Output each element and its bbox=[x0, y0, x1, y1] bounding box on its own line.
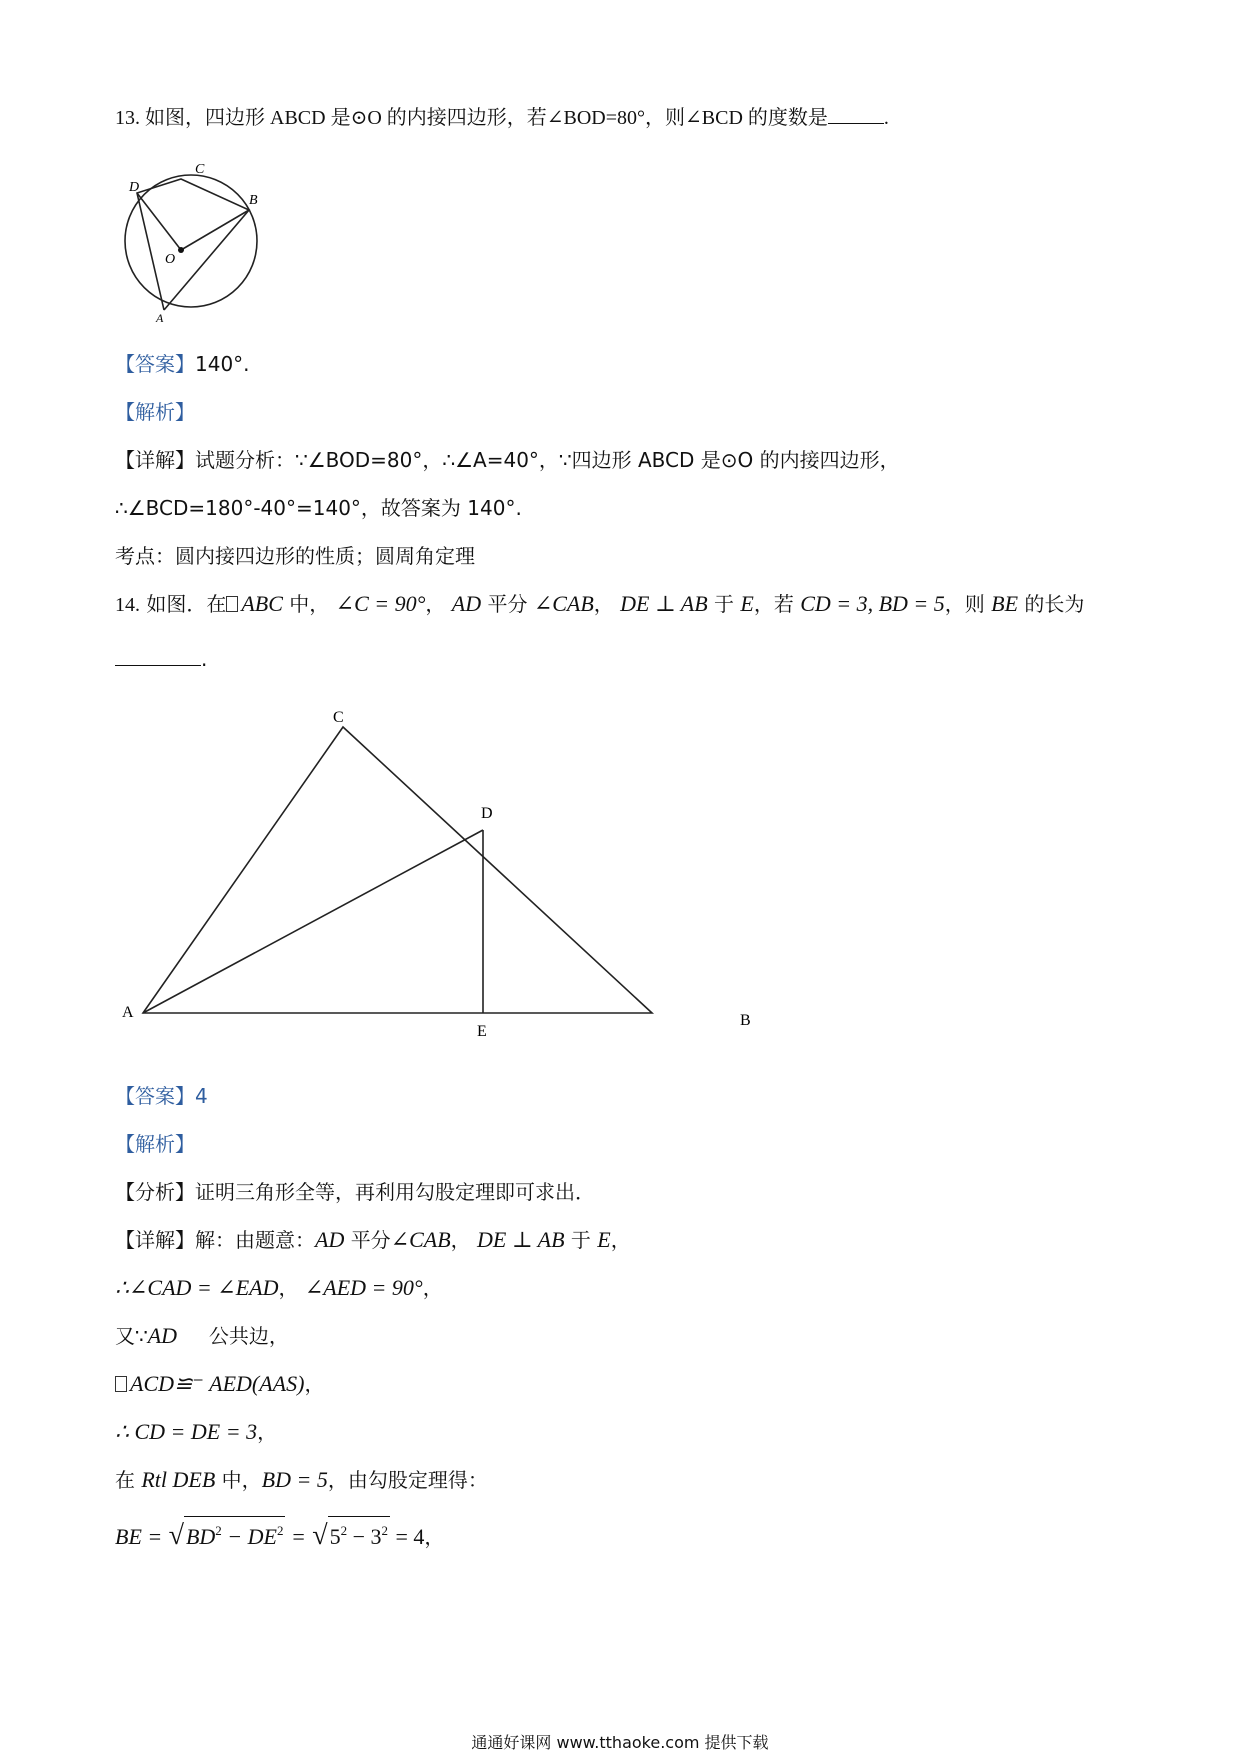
q14-number: 14. bbox=[115, 594, 140, 616]
q14-step6-text-c: ，由勾股定理得： bbox=[327, 1468, 488, 1492]
q14-math-e: E bbox=[740, 591, 754, 616]
q14-step1-text-c: ， bbox=[450, 1228, 471, 1252]
q14-step1-text-b: 平分 bbox=[350, 1228, 391, 1252]
q14-text-6: 于 bbox=[714, 592, 735, 616]
q14-text-1: 如图．在 bbox=[146, 592, 227, 616]
q14-step6-math-1: Rtl DEB bbox=[141, 1467, 216, 1492]
q14-answer bbox=[115, 1082, 208, 1110]
q14-step5-text: ， bbox=[257, 1420, 278, 1444]
q14-text-5: ， bbox=[593, 592, 614, 616]
q13-label-O: O bbox=[165, 252, 176, 267]
triangle-symbol bbox=[115, 1376, 127, 1392]
q14-step1-text-e: ， bbox=[610, 1228, 631, 1252]
q14-step2-text-a: ， bbox=[278, 1276, 299, 1300]
q14-step5-math: ∴ CD = DE = 3 bbox=[115, 1419, 258, 1444]
q14-question bbox=[115, 590, 1084, 619]
q14-math-cab: ∠CAB bbox=[533, 591, 594, 616]
q14-answer-blank bbox=[115, 665, 201, 666]
q13-answer-tag: 【答案】 bbox=[115, 352, 195, 376]
q14-answer-blank-line bbox=[115, 645, 207, 673]
q13-answer bbox=[115, 350, 250, 378]
sqrt-icon: √ bbox=[168, 1520, 184, 1551]
triangle-symbol bbox=[226, 596, 238, 612]
q14-step7-sup3: 2 bbox=[340, 1523, 348, 1538]
q13-text: 如图，四边形 ABCD 是⊙O 的内接四边形，若∠BOD=80°，则∠BCD 的度数是 bbox=[145, 107, 828, 129]
q14-step1-math-cab: ∠CAB bbox=[390, 1227, 451, 1252]
q13-answer-blank bbox=[828, 123, 884, 124]
q14-label-C: C bbox=[333, 709, 344, 726]
q13-kaodian: 考点：圆内接四边形的性质；圆周角定理 bbox=[115, 544, 475, 568]
q14-step6-math-2: BD = 5 bbox=[261, 1467, 328, 1492]
q14-text-3: ， bbox=[425, 592, 446, 616]
sqrt-icon: √ bbox=[312, 1520, 328, 1551]
page-footer: 通通好课网 www.tthaoke.com 提供下载 bbox=[471, 1733, 769, 1752]
q14-step7-sup1: 2 bbox=[215, 1523, 222, 1538]
q14-answer-tag: 【答案】 bbox=[115, 1084, 195, 1108]
q14-step1-math-de-ab: DE ⊥ AB bbox=[477, 1227, 565, 1252]
q14-text-7: ，若 bbox=[753, 592, 794, 616]
q14-step7-minus: − DE bbox=[221, 1524, 277, 1549]
q14-label-A: A bbox=[122, 1004, 134, 1021]
q13-end: . bbox=[883, 107, 889, 129]
q14-step7-be: BE = bbox=[115, 1524, 163, 1549]
q14-step-5 bbox=[115, 1418, 277, 1446]
q13-detail-line2: ∴∠BCD=180°-40°=140°，故答案为 140°. bbox=[115, 496, 522, 520]
q14-step-2 bbox=[115, 1274, 443, 1302]
q14-step3-text-a: 又∵ bbox=[115, 1324, 148, 1348]
q14-step7-eq: = bbox=[285, 1524, 306, 1549]
q14-step1-math-e: E bbox=[597, 1227, 611, 1252]
q14-label-B: B bbox=[740, 1012, 751, 1029]
q14-step2-text-b: ， bbox=[422, 1276, 443, 1300]
q14-step2-math-2: ∠AED = 90° bbox=[304, 1275, 423, 1300]
q14-step7-bd: BD bbox=[185, 1524, 216, 1549]
q14-step7-five: 5 bbox=[329, 1524, 341, 1549]
q13-label-A: A bbox=[156, 311, 164, 325]
q14-step1-text-d: 于 bbox=[570, 1228, 591, 1252]
q14-label-E: E bbox=[477, 1023, 487, 1040]
q13-analysis-tag: 【解析】 bbox=[115, 400, 195, 424]
q14-step4-text: ， bbox=[304, 1372, 325, 1396]
q14-text-8: ，则 bbox=[944, 592, 985, 616]
q14-segment-ad bbox=[143, 830, 483, 1013]
q13-number: 13. bbox=[115, 107, 140, 129]
q13-label-D: D bbox=[129, 180, 140, 195]
q14-step4-math: ACD≌⁻ AED(AAS) bbox=[130, 1371, 305, 1396]
q14-analysis-tag: 【解析】 bbox=[115, 1132, 195, 1156]
q13-label-B: B bbox=[249, 193, 258, 208]
q14-step7-sup4: 2 bbox=[381, 1523, 388, 1538]
q14-step6-text-b: 中， bbox=[221, 1468, 262, 1492]
q13-question bbox=[115, 104, 889, 132]
q13-figure bbox=[115, 155, 275, 325]
q13-detail-line1: 【详解】试题分析：∵∠BOD=80°，∴∠A=40°，∵四边形 ABCD 是⊙O 的内接四边形， bbox=[115, 448, 900, 472]
q14-text-2: 中， bbox=[289, 592, 330, 616]
q14-label-D: D bbox=[481, 805, 493, 822]
q14-step-4 bbox=[115, 1370, 324, 1398]
q14-math-be: BE bbox=[991, 591, 1019, 616]
q14-answer-value: 4 bbox=[195, 1084, 208, 1108]
q14-math-angle-c: ∠C = 90° bbox=[335, 591, 426, 616]
q13-label-C: C bbox=[195, 162, 205, 177]
q14-step3-math: AD bbox=[147, 1323, 178, 1348]
q14-figure bbox=[115, 705, 755, 1045]
q13-circle bbox=[125, 175, 257, 307]
q14-step-3 bbox=[115, 1322, 289, 1350]
q14-math-de-ab: DE ⊥ AB bbox=[620, 591, 708, 616]
q14-math-cd-bd: CD = 3, BD = 5 bbox=[800, 591, 945, 616]
q13-answer-value: 140°. bbox=[195, 352, 250, 376]
q14-step7-sup2: 2 bbox=[276, 1523, 284, 1538]
q14-step7-three: − 3 bbox=[347, 1524, 382, 1549]
q14-end: . bbox=[201, 647, 208, 671]
q14-step-6 bbox=[115, 1466, 488, 1494]
q14-step-7 bbox=[115, 1516, 444, 1551]
q14-text-4: 平分 bbox=[487, 592, 528, 616]
q14-math-ad: AD bbox=[451, 591, 482, 616]
q14-math-tri: ABC bbox=[241, 591, 283, 616]
q13-quadrilateral bbox=[137, 179, 249, 310]
q14-triangle-abc bbox=[143, 727, 652, 1013]
q13-segment-OB bbox=[181, 210, 249, 250]
q14-fenxi: 【分析】证明三角形全等，再利用勾股定理即可求出． bbox=[115, 1180, 595, 1204]
q14-step-1 bbox=[115, 1226, 631, 1254]
q13-center-dot bbox=[178, 247, 184, 253]
q14-step1-text-a: 【详解】解：由题意： bbox=[115, 1228, 315, 1252]
q14-step6-text-a: 在 bbox=[115, 1468, 135, 1492]
q14-step7-radicand-2 bbox=[328, 1516, 390, 1551]
q14-step3-text-b: 公共边， bbox=[208, 1324, 289, 1348]
q14-step7-result: = 4 bbox=[389, 1524, 425, 1549]
q14-step2-math-1: ∴∠CAD = ∠EAD bbox=[115, 1275, 279, 1300]
q14-step1-math-ad: AD bbox=[315, 1227, 345, 1252]
q14-step7-end: ， bbox=[424, 1525, 445, 1549]
q14-text-9: 的长为 bbox=[1024, 592, 1085, 616]
q14-step7-radicand-1 bbox=[184, 1516, 286, 1551]
